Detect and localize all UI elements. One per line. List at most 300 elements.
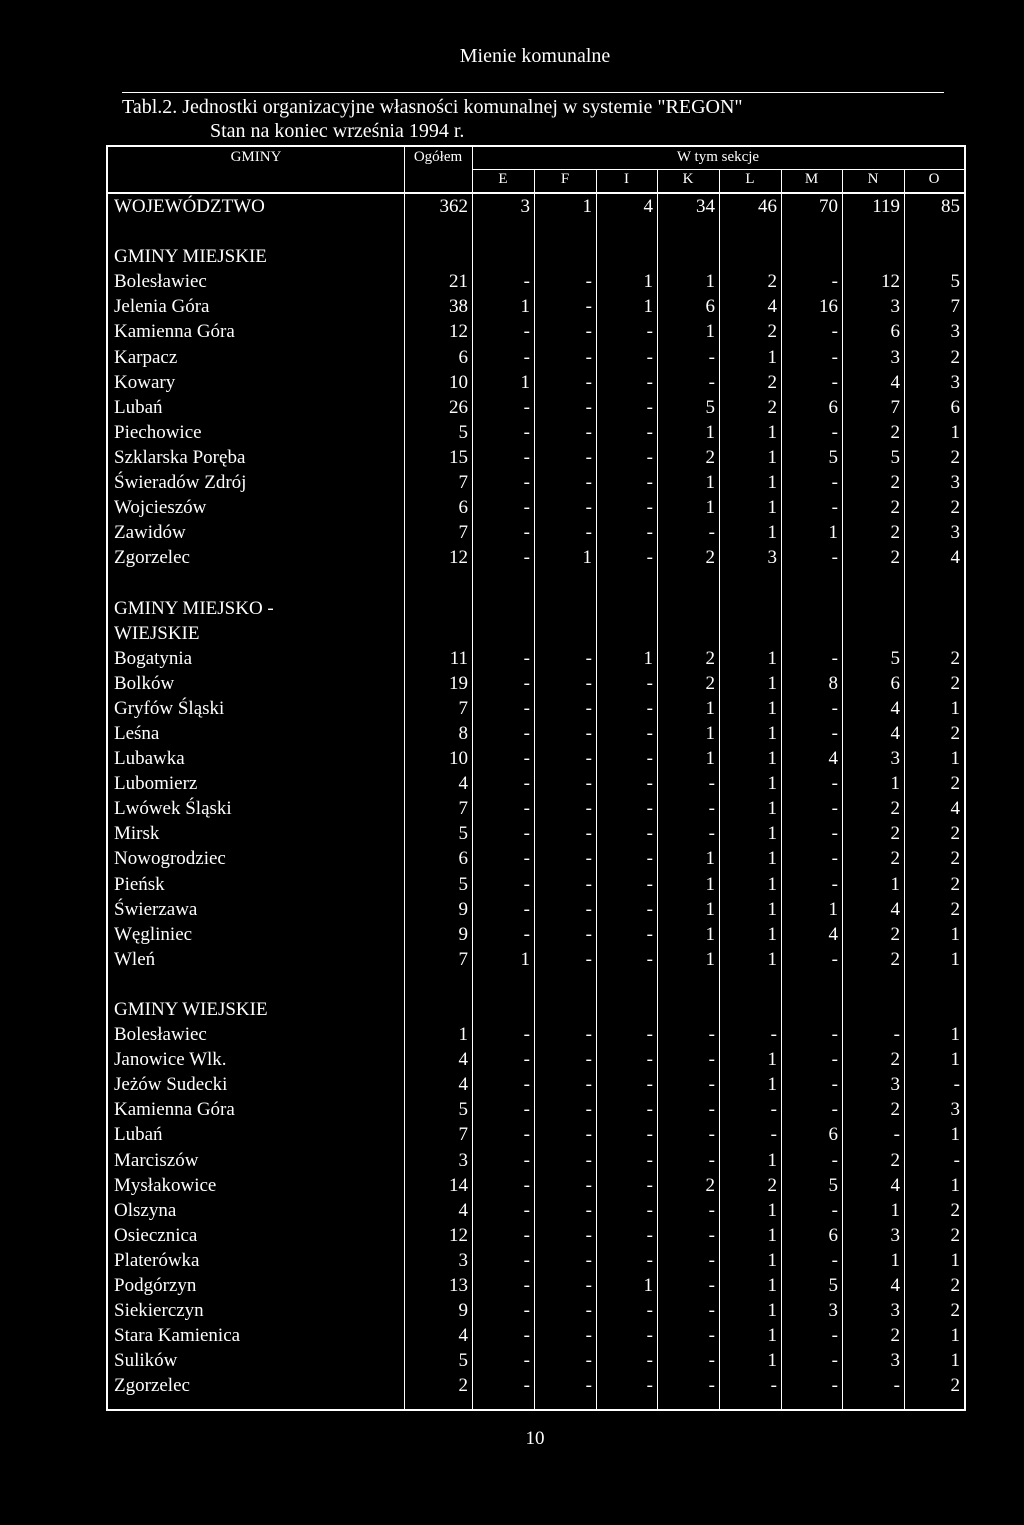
table-cell: 1 bbox=[643, 1275, 653, 1297]
table-row bbox=[108, 897, 964, 922]
row-name: Kamienna Góra bbox=[114, 1099, 235, 1121]
table-cell: 15 bbox=[449, 446, 468, 468]
table-cell: 7 bbox=[458, 798, 468, 820]
table-cell: - bbox=[708, 1124, 715, 1146]
table-cell: 2 bbox=[950, 1199, 960, 1221]
table-cell: - bbox=[893, 1375, 900, 1397]
table-cell: 21 bbox=[449, 271, 468, 293]
column-divider bbox=[472, 194, 473, 1409]
table-cell: 3 bbox=[767, 547, 777, 569]
table-row bbox=[108, 319, 964, 344]
table-cell: - bbox=[523, 923, 530, 945]
table-cell: 2 bbox=[705, 547, 715, 569]
row-name: Lwówek Śląski bbox=[114, 798, 232, 820]
table-cell: - bbox=[831, 823, 838, 845]
column-divider bbox=[404, 194, 405, 1409]
table-cell: 1 bbox=[705, 748, 715, 770]
table-cell: - bbox=[523, 1325, 530, 1347]
table-cell: 1 bbox=[705, 472, 715, 494]
table-cell: 2 bbox=[950, 873, 960, 895]
table-cell: - bbox=[646, 1325, 653, 1347]
table-row bbox=[108, 219, 964, 244]
table-cell: - bbox=[523, 1224, 530, 1246]
table-cell: 5 bbox=[458, 1099, 468, 1121]
table-cell: - bbox=[708, 1024, 715, 1046]
header-section-m: M bbox=[804, 171, 819, 187]
row-name: Świerzawa bbox=[114, 898, 198, 920]
table-cell: - bbox=[708, 1074, 715, 1096]
table-cell: - bbox=[646, 1124, 653, 1146]
table-cell: - bbox=[893, 1124, 900, 1146]
column-divider bbox=[657, 194, 658, 1409]
table-cell: 2 bbox=[950, 722, 960, 744]
table-cell: - bbox=[831, 948, 838, 970]
table-row bbox=[108, 445, 964, 470]
table-cell: 4 bbox=[643, 196, 653, 217]
table-cell: 12 bbox=[881, 271, 900, 293]
row-name: Lubań bbox=[114, 1124, 163, 1146]
table-row bbox=[108, 1248, 964, 1273]
table-cell: - bbox=[646, 672, 653, 694]
table-cell: - bbox=[585, 522, 592, 544]
table-cell: - bbox=[708, 1149, 715, 1171]
table-cell: 1 bbox=[767, 1300, 777, 1322]
table-row bbox=[108, 997, 964, 1022]
table-cell: - bbox=[708, 1224, 715, 1246]
table-cell: 6 bbox=[890, 672, 900, 694]
table-cell: - bbox=[646, 1074, 653, 1096]
table-row bbox=[108, 420, 964, 445]
table-row bbox=[108, 194, 964, 219]
table-row bbox=[108, 846, 964, 871]
table-cell: 6 bbox=[950, 396, 960, 418]
table-cell: 1 bbox=[643, 647, 653, 669]
table-row bbox=[108, 646, 964, 671]
header-ogolem: Ogółem bbox=[413, 149, 463, 165]
table-cell: - bbox=[585, 873, 592, 895]
row-name: Węgliniec bbox=[114, 923, 193, 945]
table-cell: 1 bbox=[767, 1074, 777, 1096]
table-cell: 26 bbox=[449, 396, 468, 418]
table-cell: - bbox=[646, 371, 653, 393]
table-cell: 1 bbox=[950, 1124, 960, 1146]
table-row bbox=[108, 947, 964, 972]
table-cell: 3 bbox=[458, 1249, 468, 1271]
table-row bbox=[108, 1072, 964, 1097]
table-cell: 1 bbox=[767, 647, 777, 669]
table-cell: - bbox=[646, 321, 653, 343]
table-cell: 1 bbox=[890, 1199, 900, 1221]
table-cell: - bbox=[708, 1325, 715, 1347]
table-cell: - bbox=[523, 547, 530, 569]
table-cell: - bbox=[585, 1325, 592, 1347]
table-cell: 1 bbox=[767, 1149, 777, 1171]
table-row bbox=[108, 495, 964, 520]
table-cell: - bbox=[523, 1275, 530, 1297]
row-name: Szklarska Poręba bbox=[114, 446, 246, 468]
table-cell: - bbox=[831, 271, 838, 293]
table-cell: - bbox=[523, 1174, 530, 1196]
table-cell: - bbox=[523, 1124, 530, 1146]
table-cell: - bbox=[585, 1074, 592, 1096]
table-cell: - bbox=[585, 271, 592, 293]
table-cell: - bbox=[708, 823, 715, 845]
table-cell: - bbox=[831, 1350, 838, 1372]
table-cell: - bbox=[585, 823, 592, 845]
table-row bbox=[108, 922, 964, 947]
table-cell: 1 bbox=[950, 948, 960, 970]
table-cell: - bbox=[523, 396, 530, 418]
table-cell: 3 bbox=[828, 1300, 838, 1322]
table-cell: 2 bbox=[705, 446, 715, 468]
table-cell: - bbox=[646, 472, 653, 494]
row-name: Jeżów Sudecki bbox=[114, 1074, 228, 1096]
row-name: Nowogrodziec bbox=[114, 848, 226, 870]
row-name: Bolków bbox=[114, 672, 175, 694]
table-cell: - bbox=[708, 1099, 715, 1121]
table-cell: 1 bbox=[950, 1325, 960, 1347]
table-cell: 2 bbox=[890, 848, 900, 870]
column-divider bbox=[596, 194, 597, 1409]
table-row bbox=[108, 1323, 964, 1348]
table-cell: 2 bbox=[950, 1275, 960, 1297]
table-cell: 2 bbox=[890, 421, 900, 443]
table-cell: 1 bbox=[828, 522, 838, 544]
table-cell: - bbox=[585, 722, 592, 744]
table-row bbox=[108, 872, 964, 897]
table-cell: 1 bbox=[767, 697, 777, 719]
row-name: Wojcieszów bbox=[114, 497, 207, 519]
table-cell: - bbox=[646, 1249, 653, 1271]
table-cell: 10 bbox=[449, 748, 468, 770]
table-cell: 1 bbox=[767, 472, 777, 494]
column-divider bbox=[842, 194, 843, 1409]
table-cell: 6 bbox=[890, 321, 900, 343]
table-cell: 8 bbox=[828, 672, 838, 694]
table-cell: - bbox=[523, 798, 530, 820]
table-cell: 12 bbox=[449, 321, 468, 343]
column-divider bbox=[904, 194, 905, 1409]
table-cell: 6 bbox=[705, 296, 715, 318]
table-cell: 1 bbox=[705, 948, 715, 970]
table-row bbox=[108, 269, 964, 294]
table-cell: - bbox=[708, 1275, 715, 1297]
table-cell: 4 bbox=[890, 722, 900, 744]
table-cell: - bbox=[523, 321, 530, 343]
table-row bbox=[108, 1223, 964, 1248]
table-cell: 1 bbox=[643, 271, 653, 293]
table-cell: 19 bbox=[449, 672, 468, 694]
table-cell: - bbox=[831, 722, 838, 744]
table-cell: - bbox=[585, 1275, 592, 1297]
table-cell: - bbox=[523, 1199, 530, 1221]
table-cell: 6 bbox=[458, 848, 468, 870]
table-row bbox=[108, 1298, 964, 1323]
table-cell: 2 bbox=[950, 446, 960, 468]
table-cell: 119 bbox=[872, 196, 900, 217]
header-subrule bbox=[472, 169, 964, 170]
table-cell: 1 bbox=[950, 748, 960, 770]
table-cell: 70 bbox=[819, 196, 838, 217]
row-name: Mysłakowice bbox=[114, 1174, 217, 1196]
table-cell: - bbox=[523, 346, 530, 368]
table-cell: 1 bbox=[767, 672, 777, 694]
table-cell: 4 bbox=[458, 1325, 468, 1347]
table-row bbox=[108, 671, 964, 696]
table-cell: - bbox=[646, 1149, 653, 1171]
table-cell: 4 bbox=[828, 748, 838, 770]
table-cell: - bbox=[523, 672, 530, 694]
table-cell: - bbox=[523, 898, 530, 920]
table-cell: 1 bbox=[767, 823, 777, 845]
table-cell: - bbox=[770, 1024, 777, 1046]
table-cell: 8 bbox=[458, 722, 468, 744]
row-name: Siekierczyn bbox=[114, 1300, 204, 1322]
table-row bbox=[108, 621, 964, 646]
table-cell: - bbox=[646, 446, 653, 468]
table-cell: 9 bbox=[458, 898, 468, 920]
table-cell: - bbox=[831, 1099, 838, 1121]
table-cell: 3 bbox=[950, 321, 960, 343]
row-name: Świeradów Zdrój bbox=[114, 472, 247, 494]
table-cell: - bbox=[770, 1375, 777, 1397]
header-section-n: N bbox=[867, 171, 879, 187]
table-cell: - bbox=[646, 722, 653, 744]
row-name: Mirsk bbox=[114, 823, 160, 845]
table-cell: 1 bbox=[767, 798, 777, 820]
page-number: 10 bbox=[525, 1428, 545, 1449]
table-cell: 1 bbox=[890, 773, 900, 795]
table-cell: - bbox=[831, 1074, 838, 1096]
table-cell: - bbox=[585, 1099, 592, 1121]
table-row bbox=[108, 596, 964, 621]
table-cell: - bbox=[585, 1375, 592, 1397]
table-cell: 1 bbox=[767, 722, 777, 744]
table-cell: 46 bbox=[758, 196, 777, 217]
row-name: WIEJSKIE bbox=[114, 622, 200, 644]
table-cell: 5 bbox=[950, 271, 960, 293]
table-cell: - bbox=[523, 722, 530, 744]
table-cell: - bbox=[585, 672, 592, 694]
table-cell: 3 bbox=[950, 371, 960, 393]
table-row bbox=[108, 1273, 964, 1298]
table-cell: 1 bbox=[767, 421, 777, 443]
row-name: Gryfów Śląski bbox=[114, 697, 225, 719]
table-cell: 85 bbox=[941, 196, 960, 217]
row-name: Zawidów bbox=[114, 522, 186, 544]
table-row bbox=[108, 1373, 964, 1398]
table-cell: 1 bbox=[767, 948, 777, 970]
table-cell: - bbox=[646, 1099, 653, 1121]
header-section-group: W tym sekcje bbox=[676, 149, 760, 165]
table-cell: 6 bbox=[458, 497, 468, 519]
table-cell: - bbox=[646, 948, 653, 970]
table-cell: - bbox=[585, 472, 592, 494]
table-cell: 2 bbox=[767, 396, 777, 418]
table-cell: - bbox=[523, 823, 530, 845]
header-section-e: E bbox=[498, 171, 508, 187]
table-cell: - bbox=[831, 421, 838, 443]
table-cell: 1 bbox=[705, 722, 715, 744]
table-cell: 1 bbox=[950, 1249, 960, 1271]
table-cell: 3 bbox=[890, 1224, 900, 1246]
table-cell: 2 bbox=[890, 1149, 900, 1171]
table-cell: - bbox=[646, 522, 653, 544]
table-cell: 4 bbox=[458, 773, 468, 795]
table-cell: - bbox=[831, 647, 838, 669]
table-body bbox=[108, 194, 964, 1399]
table-cell: 1 bbox=[705, 923, 715, 945]
table-cell: 1 bbox=[767, 898, 777, 920]
table-cell: - bbox=[646, 1375, 653, 1397]
row-name: Podgórzyn bbox=[114, 1275, 197, 1297]
table-cell: 7 bbox=[890, 396, 900, 418]
table-cell: 5 bbox=[458, 1350, 468, 1372]
table-cell: 1 bbox=[767, 873, 777, 895]
table-cell: - bbox=[585, 371, 592, 393]
table-cell: - bbox=[646, 396, 653, 418]
table-cell: - bbox=[523, 697, 530, 719]
table-cell: - bbox=[646, 421, 653, 443]
table-cell: 3 bbox=[890, 748, 900, 770]
table-cell: 16 bbox=[819, 296, 838, 318]
table-cell: - bbox=[585, 748, 592, 770]
table-row bbox=[108, 470, 964, 495]
table-cell: - bbox=[585, 697, 592, 719]
header-gminy: GMINY bbox=[230, 149, 282, 165]
table-cell: 4 bbox=[767, 296, 777, 318]
table-cell: - bbox=[523, 446, 530, 468]
table-cell: 6 bbox=[458, 346, 468, 368]
table-cell: - bbox=[646, 848, 653, 870]
row-name: GMINY MIEJSKO - bbox=[114, 597, 274, 619]
table-cell: - bbox=[831, 497, 838, 519]
row-name: Janowice Wlk. bbox=[114, 1049, 227, 1071]
table-cell: 3 bbox=[890, 346, 900, 368]
table-cell: - bbox=[831, 1375, 838, 1397]
row-name: Platerówka bbox=[114, 1249, 200, 1271]
header-divider bbox=[404, 147, 405, 192]
table-cell: 38 bbox=[449, 296, 468, 318]
table-cell: 2 bbox=[950, 1224, 960, 1246]
table-cell: - bbox=[708, 1049, 715, 1071]
table-cell: - bbox=[523, 873, 530, 895]
table-cell: - bbox=[523, 1149, 530, 1171]
table-cell: 1 bbox=[828, 898, 838, 920]
table-cell: - bbox=[953, 1074, 960, 1096]
table-cell: 2 bbox=[890, 823, 900, 845]
table-cell: - bbox=[708, 798, 715, 820]
table-cell: 1 bbox=[950, 697, 960, 719]
table-cell: - bbox=[646, 697, 653, 719]
table-cell: - bbox=[523, 647, 530, 669]
table-cell: 1 bbox=[890, 1249, 900, 1271]
table-cell: 1 bbox=[767, 1350, 777, 1372]
table-cell: - bbox=[646, 798, 653, 820]
table-cell: - bbox=[585, 1350, 592, 1372]
table-cell: 12 bbox=[449, 547, 468, 569]
table-cell: - bbox=[585, 898, 592, 920]
table-cell: - bbox=[585, 948, 592, 970]
table-cell: 6 bbox=[828, 396, 838, 418]
table-cell: 9 bbox=[458, 1300, 468, 1322]
table-cell: 3 bbox=[890, 1074, 900, 1096]
header-section-f: F bbox=[560, 171, 570, 187]
table-cell: 2 bbox=[890, 1099, 900, 1121]
table-cell: 2 bbox=[767, 371, 777, 393]
table-cell: 2 bbox=[950, 848, 960, 870]
table-row bbox=[108, 244, 964, 269]
row-name: Karpacz bbox=[114, 346, 178, 368]
table-cell: 10 bbox=[449, 371, 468, 393]
table-cell: 3 bbox=[890, 296, 900, 318]
table-row bbox=[108, 345, 964, 370]
table-cell: - bbox=[708, 1350, 715, 1372]
table-cell: - bbox=[708, 1375, 715, 1397]
table-cell: - bbox=[646, 823, 653, 845]
table-cell: - bbox=[646, 1350, 653, 1372]
table-cell: - bbox=[585, 396, 592, 418]
table-cell: - bbox=[585, 1300, 592, 1322]
table-cell: - bbox=[523, 1375, 530, 1397]
table-cell: - bbox=[585, 1174, 592, 1196]
table-cell: - bbox=[708, 346, 715, 368]
table-cell: 7 bbox=[458, 697, 468, 719]
table-cell: 1 bbox=[705, 421, 715, 443]
table-cell: - bbox=[708, 1249, 715, 1271]
row-name: Olszyna bbox=[114, 1199, 177, 1221]
table-row bbox=[108, 395, 964, 420]
table-cell: 14 bbox=[449, 1174, 468, 1196]
table-cell: 2 bbox=[950, 898, 960, 920]
table-cell: - bbox=[831, 1024, 838, 1046]
table-cell: 1 bbox=[520, 371, 530, 393]
table-cell: - bbox=[646, 1049, 653, 1071]
table-cell: - bbox=[831, 1149, 838, 1171]
table-cell: 2 bbox=[890, 472, 900, 494]
row-name: Lubawka bbox=[114, 748, 185, 770]
table-cell: 1 bbox=[767, 773, 777, 795]
table-cell: - bbox=[523, 1099, 530, 1121]
row-name: Stara Kamienica bbox=[114, 1325, 241, 1347]
row-name: Bogatynia bbox=[114, 647, 193, 669]
table-row bbox=[108, 1148, 964, 1173]
table-row bbox=[108, 570, 964, 595]
row-name: WOJEWÓDZTWO bbox=[114, 196, 265, 217]
table-cell: - bbox=[523, 1074, 530, 1096]
header-rule bbox=[122, 92, 944, 93]
table-row bbox=[108, 1348, 964, 1373]
table-cell: - bbox=[831, 346, 838, 368]
table-cell: - bbox=[646, 547, 653, 569]
table-cell: - bbox=[831, 873, 838, 895]
table-cell: 7 bbox=[950, 296, 960, 318]
table-cell: 1 bbox=[950, 1049, 960, 1071]
table-cell: 2 bbox=[950, 1375, 960, 1397]
table-cell: 1 bbox=[705, 271, 715, 293]
table-cell: - bbox=[831, 1049, 838, 1071]
table-row bbox=[108, 746, 964, 771]
table-cell: - bbox=[953, 1149, 960, 1171]
table-cell: 1 bbox=[950, 1350, 960, 1372]
table-cell: - bbox=[523, 271, 530, 293]
table-cell: - bbox=[646, 1199, 653, 1221]
table-cell: 2 bbox=[890, 522, 900, 544]
table-row bbox=[108, 1198, 964, 1223]
table-row bbox=[108, 771, 964, 796]
table-cell: 5 bbox=[458, 421, 468, 443]
row-name: Lubań bbox=[114, 396, 163, 418]
